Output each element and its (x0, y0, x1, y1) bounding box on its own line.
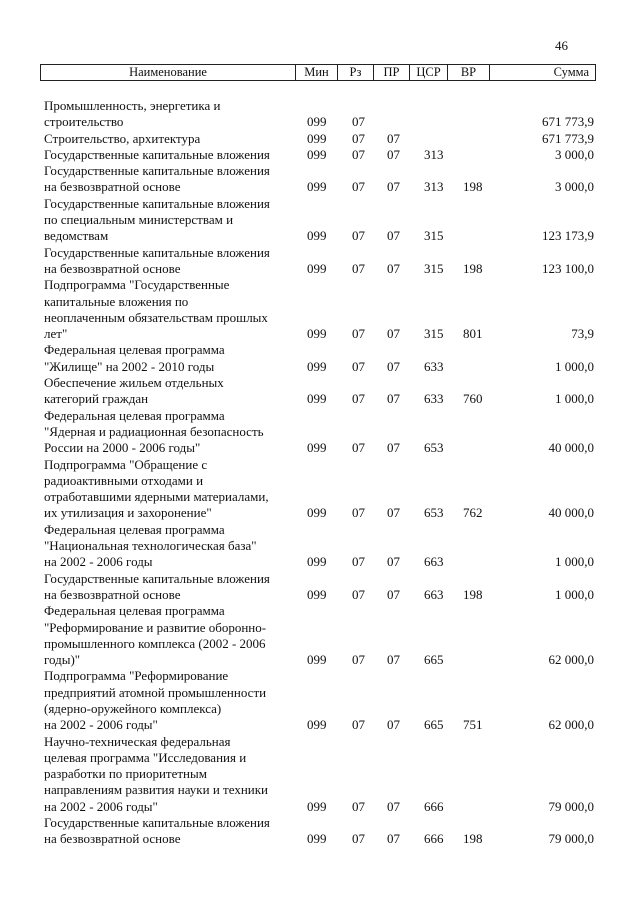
cell-csr: 315 (424, 326, 444, 342)
cell-rz: 07 (352, 831, 365, 847)
table-row (44, 375, 594, 408)
cell-rz: 07 (352, 440, 365, 456)
cell-name: Подпрограмма "Реформирование предприятий атомной промышленности (ядерно-оружейного комплекса) на 2002 - 2006 годы" (44, 668, 267, 733)
cell-sum: 671 773,9 (542, 130, 594, 146)
cell-pr: 07 (387, 554, 400, 570)
cell-csr: 313 (424, 146, 444, 162)
cell-pr: 07 (387, 831, 400, 847)
cell-sum: 1 000,0 (555, 358, 594, 374)
cell-min: 099 (307, 586, 327, 602)
cell-rz: 07 (352, 326, 365, 342)
cell-csr: 665 (424, 652, 444, 668)
cell-vr: 198 (463, 260, 483, 276)
cell-csr: 653 (424, 440, 444, 456)
cell-vr: 198 (463, 179, 483, 195)
cell-csr: 633 (424, 358, 444, 374)
cell-pr: 07 (387, 358, 400, 374)
cell-sum: 1 000,0 (555, 391, 594, 407)
cell-name: Государственные капитальные вложения (44, 146, 270, 162)
cell-name: Научно-техническая федеральная целевая программа "Исследования и разработки по приоритетным направлениям развития науки и техники на 2002 - 2006 годы" (44, 733, 269, 814)
column-header-pr: ПР (373, 65, 409, 80)
cell-rz: 07 (352, 260, 365, 276)
table-row (44, 668, 594, 733)
cell-csr: 633 (424, 391, 444, 407)
cell-pr: 07 (387, 260, 400, 276)
cell-rz: 07 (352, 798, 365, 814)
cell-rz: 07 (352, 228, 365, 244)
cell-pr: 07 (387, 146, 400, 162)
column-header-min: Мин (295, 65, 337, 80)
table-row (44, 457, 594, 522)
table-row (44, 147, 594, 163)
cell-name: Промышленность, энергетика и строительство (44, 98, 221, 130)
column-header-sum: Сумма (489, 65, 595, 80)
cell-csr: 315 (424, 228, 444, 244)
cell-rz: 07 (352, 652, 365, 668)
table-row (44, 603, 594, 668)
cell-min: 099 (307, 228, 327, 244)
cell-vr: 760 (463, 391, 483, 407)
cell-vr: 751 (463, 717, 483, 733)
cell-min: 099 (307, 505, 327, 521)
cell-min: 099 (307, 831, 327, 847)
cell-sum: 3 000,0 (555, 179, 594, 195)
table-row (44, 245, 594, 278)
cell-sum: 62 000,0 (548, 652, 594, 668)
cell-vr: 801 (463, 326, 483, 342)
cell-pr: 07 (387, 326, 400, 342)
cell-csr: 663 (424, 554, 444, 570)
cell-rz: 07 (352, 130, 365, 146)
cell-sum: 62 000,0 (548, 717, 594, 733)
cell-sum: 79 000,0 (548, 798, 594, 814)
table-row (44, 277, 594, 342)
column-header-rz: Рз (337, 65, 373, 80)
budget-table-body (44, 98, 594, 848)
cell-vr: 198 (463, 586, 483, 602)
cell-rz: 07 (352, 505, 365, 521)
cell-min: 099 (307, 179, 327, 195)
cell-name: Государственные капитальные вложения на безвозвратной основе (44, 815, 270, 847)
table-row (44, 98, 594, 131)
cell-name: Федеральная целевая программа "Национальная технологическая база" на 2002 - 2006 годы (44, 521, 257, 570)
cell-sum: 1 000,0 (555, 554, 594, 570)
cell-csr: 666 (424, 798, 444, 814)
table-header (40, 64, 596, 81)
cell-pr: 07 (387, 440, 400, 456)
cell-min: 099 (307, 260, 327, 276)
column-header-csr: ЦСР (409, 65, 447, 80)
table-row (44, 734, 594, 815)
cell-rz: 07 (352, 391, 365, 407)
cell-name: Государственные капитальные вложения по специальным министерствам и ведомствам (44, 195, 270, 244)
cell-sum: 73,9 (571, 326, 594, 342)
cell-rz: 07 (352, 358, 365, 374)
cell-pr: 07 (387, 717, 400, 733)
cell-sum: 40 000,0 (548, 440, 594, 456)
table-row (44, 408, 594, 457)
cell-pr: 07 (387, 505, 400, 521)
cell-csr: 315 (424, 260, 444, 276)
cell-min: 099 (307, 652, 327, 668)
cell-rz: 07 (352, 146, 365, 162)
cell-min: 099 (307, 391, 327, 407)
cell-csr: 313 (424, 179, 444, 195)
cell-csr: 665 (424, 717, 444, 733)
cell-sum: 3 000,0 (555, 146, 594, 162)
cell-sum: 123 100,0 (542, 260, 594, 276)
cell-name: Федеральная целевая программа "Ядерная и радиационная безопасность России на 2000 - 2006 годы" (44, 407, 264, 456)
cell-min: 099 (307, 717, 327, 733)
cell-csr: 666 (424, 831, 444, 847)
cell-min: 099 (307, 358, 327, 374)
cell-csr: 653 (424, 505, 444, 521)
cell-pr: 07 (387, 179, 400, 195)
table-row (44, 571, 594, 604)
cell-pr: 07 (387, 586, 400, 602)
cell-min: 099 (307, 130, 327, 146)
cell-name: Обеспечение жильем отдельных категорий граждан (44, 375, 224, 407)
table-row (44, 522, 594, 571)
cell-min: 099 (307, 554, 327, 570)
cell-sum: 79 000,0 (548, 831, 594, 847)
cell-min: 099 (307, 798, 327, 814)
cell-min: 099 (307, 146, 327, 162)
cell-min: 099 (307, 114, 327, 130)
cell-vr: 198 (463, 831, 483, 847)
cell-rz: 07 (352, 586, 365, 602)
cell-pr: 07 (387, 228, 400, 244)
table-row (44, 196, 594, 245)
column-header-vr: ВР (447, 65, 489, 80)
cell-min: 099 (307, 326, 327, 342)
cell-csr: 663 (424, 586, 444, 602)
page-number: 46 (555, 38, 568, 53)
cell-pr: 07 (387, 798, 400, 814)
cell-name: Федеральная целевая программа "Жилище" на 2002 - 2010 годы (44, 342, 225, 374)
cell-name: Государственные капитальные вложения на безвозвратной основе (44, 570, 270, 602)
cell-min: 099 (307, 440, 327, 456)
cell-pr: 07 (387, 130, 400, 146)
cell-rz: 07 (352, 179, 365, 195)
cell-pr: 07 (387, 652, 400, 668)
table-row (44, 342, 594, 375)
table-row (44, 131, 594, 147)
cell-vr: 762 (463, 505, 483, 521)
cell-name: Государственные капитальные вложения на безвозвратной основе (44, 244, 270, 276)
cell-name: Строительство, архитектура (44, 130, 201, 146)
table-row (44, 815, 594, 848)
column-header-name: Наименование (129, 65, 207, 79)
cell-name: Федеральная целевая программа "Реформирование и развитие оборонно- промышленного комплекса (2002 - 2006 годы)" (44, 603, 267, 668)
cell-sum: 123 173,9 (542, 228, 594, 244)
cell-sum: 1 000,0 (555, 586, 594, 602)
cell-rz: 07 (352, 554, 365, 570)
table-row (44, 163, 594, 196)
cell-name: Государственные капитальные вложения на безвозвратной основе (44, 163, 270, 195)
cell-rz: 07 (352, 114, 365, 130)
cell-name: Подпрограмма "Обращение с радиоактивными отходами и отработавшими ядерными материалами, их утилизация и захоронение" (44, 456, 269, 521)
cell-name: Подпрограмма "Государственные капитальные вложения по неоплаченным обязательствам прошлых лет" (44, 277, 268, 342)
cell-rz: 07 (352, 717, 365, 733)
cell-pr: 07 (387, 391, 400, 407)
cell-sum: 40 000,0 (548, 505, 594, 521)
cell-sum: 671 773,9 (542, 114, 594, 130)
